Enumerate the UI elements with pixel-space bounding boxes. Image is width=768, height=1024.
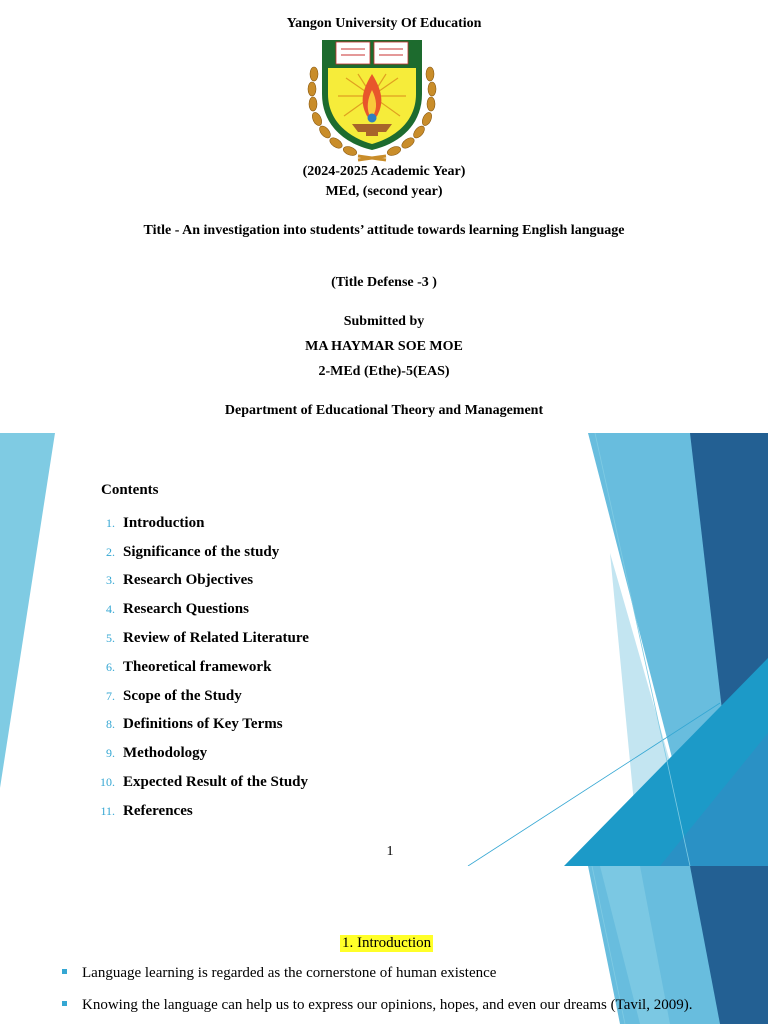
section-heading: 1. Introduction [342,935,432,951]
list-item [78,682,438,711]
list-item [78,739,438,768]
list-label: Research Objectives [123,572,254,589]
list-number: 9. [106,746,115,761]
list-number: 7. [106,688,115,703]
list-item [78,653,438,682]
list-label: Expected Result of the Study [123,774,309,791]
contents-list [78,509,438,826]
list-label: Introduction [123,514,205,531]
roll-number: 2-MEd (Ethe)-5(EAS) [318,364,450,379]
list-label: Scope of the Study [123,687,242,704]
list-label: Review of Related Literature [123,630,309,647]
list-number: 5. [106,631,115,646]
list-label: Definitions of Key Terms [123,716,283,733]
bullet-icon [62,1001,67,1006]
list-label: References [123,802,193,819]
list-item [62,964,717,982]
department-name: Department of Educational Theory and Management [224,403,544,418]
author-name: MA HAYMAR SOE MOE [305,339,463,354]
list-item [78,624,438,653]
list-number: 10. [100,775,115,790]
list-item [78,595,438,624]
bullet-text: Language learning is regarded as the cornerstone of human existence [82,965,497,981]
left-accent-shape [0,433,55,788]
list-label: Theoretical framework [123,658,272,675]
submitted-by-label: Submitted by [343,314,425,329]
contents-slide [0,433,768,866]
list-number: 2. [106,544,115,559]
list-number: 6. [106,659,115,674]
contents-heading: Contents [101,482,159,498]
list-item [78,538,438,567]
list-label: Significance of the study [123,543,280,560]
thesis-title: Title - An investigation into students’ attitude towards learning English language [143,223,625,238]
introduction-slide [0,866,768,1024]
title-defense: (Title Defense -3 ) [331,275,437,290]
university-name: Yangon University Of Education [286,16,482,31]
program-name: MEd, (second year) [325,184,443,199]
list-item [78,567,438,596]
list-number: 4. [106,602,115,617]
bullet-list [62,964,717,1024]
list-label: Methodology [123,745,208,762]
page-number: 1 [386,844,394,859]
list-number: 1. [106,515,115,530]
academic-year: (2024-2025 Academic Year) [302,164,466,179]
title-slide [0,0,768,433]
university-crest-icon [306,34,438,162]
list-number: 8. [106,717,115,732]
bullet-icon [62,969,67,974]
list-item [62,996,717,1014]
bullet-text: Knowing the language can help us to express our opinions, hopes, and even our dreams (Tavil, 2009). [82,997,693,1013]
list-number: 11. [100,803,115,818]
list-label: Research Questions [123,601,249,618]
list-item [78,797,438,826]
list-item [78,768,438,797]
list-item [78,509,438,538]
list-number: 3. [106,573,115,588]
list-item [78,711,438,740]
